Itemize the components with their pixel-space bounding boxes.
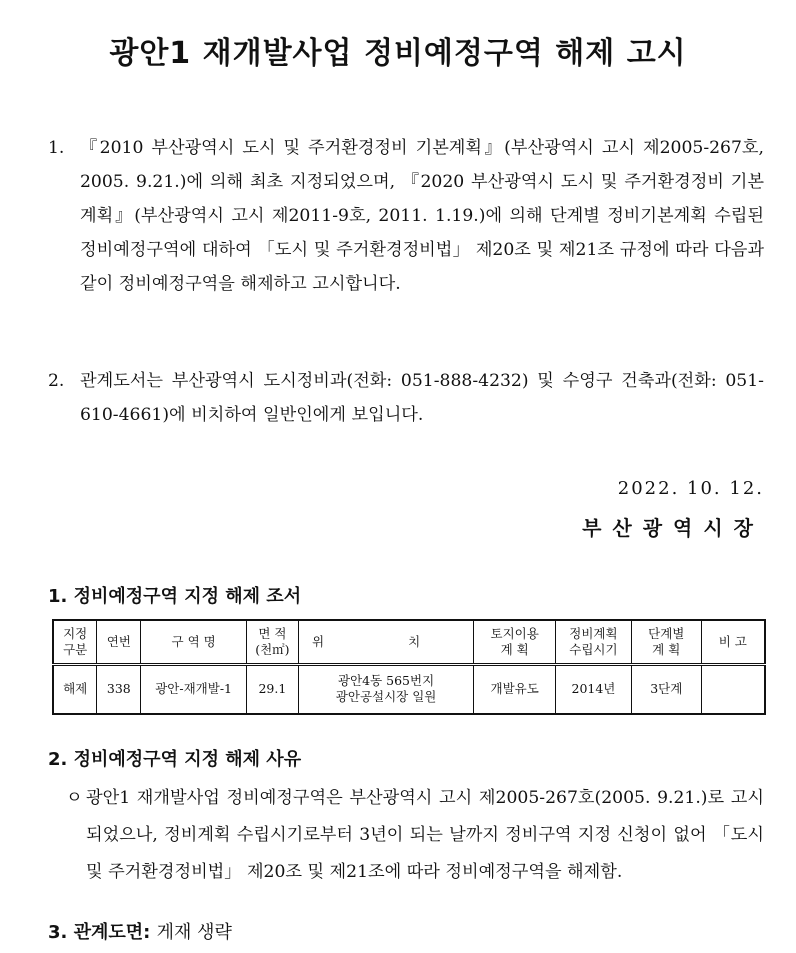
designation-table	[52, 619, 766, 715]
header-stage-plan: 단계별 계 획	[631, 620, 701, 664]
cell-zone-name: 광안-재개발-1	[141, 664, 247, 714]
cell-land-use-plan: 개발유도	[474, 664, 556, 714]
cell-designation-type: 해제	[53, 664, 97, 714]
cell-serial-number: 338	[97, 664, 141, 714]
cell-stage-plan: 3단계	[631, 664, 701, 714]
cell-location: 광안4동 565번지 광안공설시장 일원	[298, 664, 473, 714]
bullet-marker: ㅇ	[66, 788, 83, 808]
header-plan-timing: 정비계획 수립시기	[556, 620, 632, 664]
reason-text: 광안1 재개발사업 정비예정구역은 부산광역시 고시 제2005-267호(2005. 9.21.)로 고시되었으나, 정비계획 수립시기로부터 3년이 되는 날까지 정비구역 지정 신청이 없어 「도시 및 주거환경정비법」 제20조 및 제21조에 따라 정비예정구역을 해제함.	[86, 788, 764, 882]
cell-remarks	[701, 664, 765, 714]
paragraph-1	[48, 131, 764, 301]
header-land-use-plan: 토지이용 계 획	[474, 620, 556, 664]
cell-plan-timing: 2014년	[556, 664, 632, 714]
header-serial-number: 연번	[97, 620, 141, 664]
issuer-signature: 부산광역시장	[582, 516, 764, 540]
section-3-title: 3. 관계도면:	[48, 922, 151, 943]
paragraph-number: 1.	[48, 138, 65, 158]
header-area: 면 적 (천㎡)	[246, 620, 298, 664]
section-2-title: 2. 정비예정구역 지정 해제 사유	[48, 749, 302, 770]
header-zone-name: 구 역 명	[141, 620, 247, 664]
section-1-title: 1. 정비예정구역 지정 해제 조서	[48, 586, 302, 607]
table-header-row	[53, 620, 765, 664]
section-3	[48, 918, 232, 944]
section-3-value: 게재 생략	[156, 922, 232, 943]
paragraph-number: 2.	[48, 371, 65, 391]
table-row	[53, 664, 765, 714]
notice-date: 2022. 10. 12.	[617, 478, 764, 499]
header-remarks: 비 고	[701, 620, 765, 664]
paragraph-text: 『2010 부산광역시 도시 및 주거환경정비 기본계획』(부산광역시 고시 제2005-267호, 2005. 9.21.)에 의해 최초 지정되었으며, 『2020 부산광역시 도시 및 주거환경정비 기본계획』(부산광역시 고시 제2011-9호, 2011. 1.19.)에 의해 단계별 정비기본계획 수립된 정비예정구역에 대하여 「도시 및 주거환경정비법」 제20조 및 제21조 규정에 따라 다음과 같이 정비예정구역을 해제하고 고시합니다.	[80, 138, 764, 294]
release-reason	[56, 780, 764, 891]
paragraph-2	[48, 364, 764, 432]
paragraph-text: 관계도서는 부산광역시 도시정비과(전화: 051-888-4232) 및 수영구 건축과(전화: 051-610-4661)에 비치하여 일반인에게 보입니다.	[80, 371, 764, 425]
header-designation-type: 지정 구분	[53, 620, 97, 664]
header-location: 위 치	[298, 620, 473, 664]
cell-area: 29.1	[246, 664, 298, 714]
page-title: 광안1 재개발사업 정비예정구역 해제 고시	[109, 36, 687, 71]
